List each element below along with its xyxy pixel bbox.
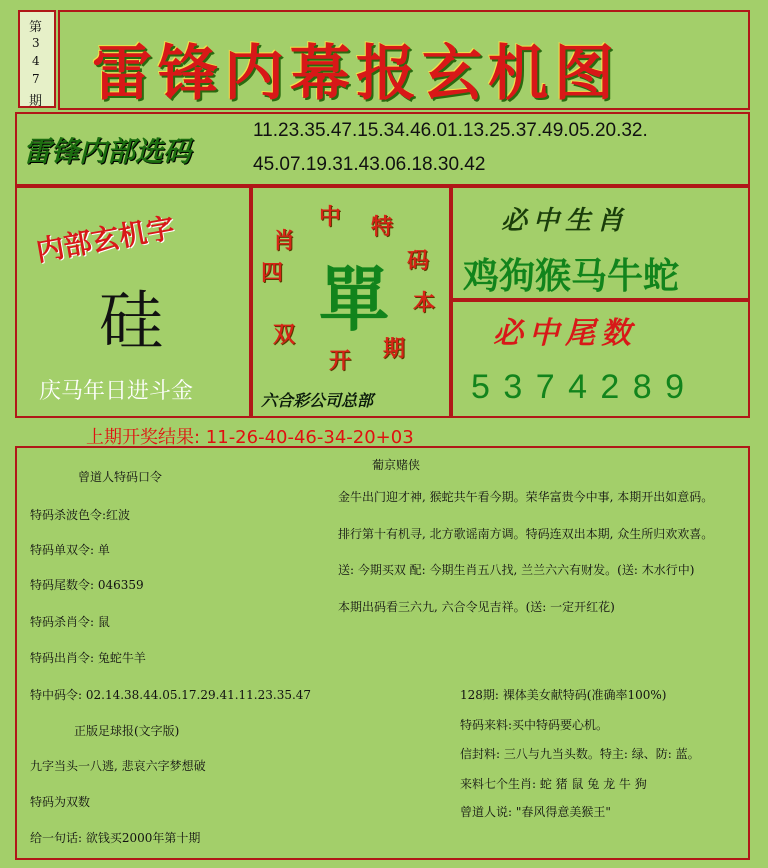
right-item-8: 来料七个生肖: 蛇 猪 鼠 兔 龙 牛 狗	[460, 777, 647, 791]
right-item-1: 金牛出门迎才神, 猴蛇共午看今期。荣华富贵今中事, 本期开出如意码。	[338, 490, 714, 504]
inner-code-line2: 45.07.19.31.43.06.18.30.42	[253, 154, 486, 175]
issue-box	[18, 10, 56, 108]
zodiac-label: 必中生肖	[501, 206, 630, 236]
tail-label: 必中尾数	[493, 316, 637, 351]
left-item-5: 特码出肖令: 兔蛇牛羊	[30, 651, 146, 665]
ring-char-8: 开	[329, 348, 352, 374]
issue-digit-1: 3	[32, 36, 40, 50]
left-item-1: 特码杀波色令:红波	[30, 508, 131, 522]
inner-char-box	[15, 186, 251, 418]
ring-char-2: 肖	[273, 228, 296, 254]
page-title: 雷锋内幕报玄机图	[92, 39, 620, 109]
left-heading-2: 正版足球报(文字版)	[74, 724, 180, 738]
right-heading: 葡京赌侠	[372, 458, 421, 472]
center-footer: 六合彩公司总部	[261, 391, 374, 410]
issue-label-bottom: 期	[29, 94, 43, 109]
left-item-4: 特码杀肖令: 鼠	[30, 615, 110, 629]
right-item-3: 送: 今期买双 配: 今期生肖五八找, 兰兰六六有财发。(送: 木水行中)	[338, 563, 695, 577]
inner-char-phrase: 庆马年日进斗金	[39, 379, 194, 404]
center-main: 單	[319, 258, 389, 341]
ring-char-1: 四	[261, 260, 284, 286]
zodiac-box	[451, 186, 750, 300]
inner-char-value: 硅	[99, 285, 163, 359]
right-item-9: 曾道人说: "春风得意美猴王"	[460, 805, 611, 819]
inner-code-box	[15, 112, 750, 186]
title-box	[58, 10, 750, 110]
ring-char-5: 码	[407, 248, 430, 274]
tail-value: 5 3 7 4 2 8 9	[471, 368, 687, 406]
inner-code-label: 雷锋内部选码	[23, 135, 192, 168]
right-item-2: 排行第十有机寻, 北方歌谣南方调。特码连双出本期, 众生所归欢欢喜。	[338, 527, 714, 541]
issue-label-top: 第	[29, 20, 43, 35]
issue-digit-3: 7	[32, 72, 40, 86]
right-item-7: 信封料: 三八与九当头数。特主: 绿、防: 蓝。	[460, 747, 700, 761]
tail-box	[451, 300, 750, 418]
inner-char-label: 内部玄机字	[33, 211, 178, 268]
ring-char-3: 中	[319, 204, 342, 230]
ring-char-6: 本	[413, 290, 436, 316]
left-item-3: 特码尾数令: 046359	[30, 578, 144, 592]
issue-digit-2: 4	[32, 54, 40, 68]
last-result: 上期开奖结果: 11-26-40-46-34-20+03	[86, 427, 414, 448]
right-item-4: 本期出码看三六九, 六合令见吉祥。(送: 一定开红花)	[338, 600, 615, 614]
center-box	[251, 186, 451, 418]
left-item-2: 特码单双令: 单	[30, 543, 110, 557]
right-item-6: 特码来料:买中特码要心机。	[460, 718, 609, 732]
left-heading: 曾道人特码口令	[78, 470, 163, 484]
right-item-5: 128期: 裸体美女献特码(准确率100%)	[460, 688, 667, 702]
left-item-7: 九字当头一八逃, 悲哀六字梦想破	[30, 759, 206, 773]
ring-char-4: 特	[371, 214, 394, 240]
left-item-8: 特码为双数	[30, 795, 91, 809]
left-item-6: 特中码令: 02.14.38.44.05.17.29.41.11.23.35.47	[30, 688, 312, 702]
ring-char-7: 期	[383, 336, 406, 362]
inner-code-line1: 11.23.35.47.15.34.46.01.13.25.37.49.05.20.32.	[253, 120, 648, 141]
left-item-9: 给一句话: 欲钱买2000年第十期	[30, 831, 201, 845]
ring-char-9: 双	[273, 322, 296, 348]
zodiac-value: 鸡狗猴马牛蛇	[463, 255, 680, 297]
